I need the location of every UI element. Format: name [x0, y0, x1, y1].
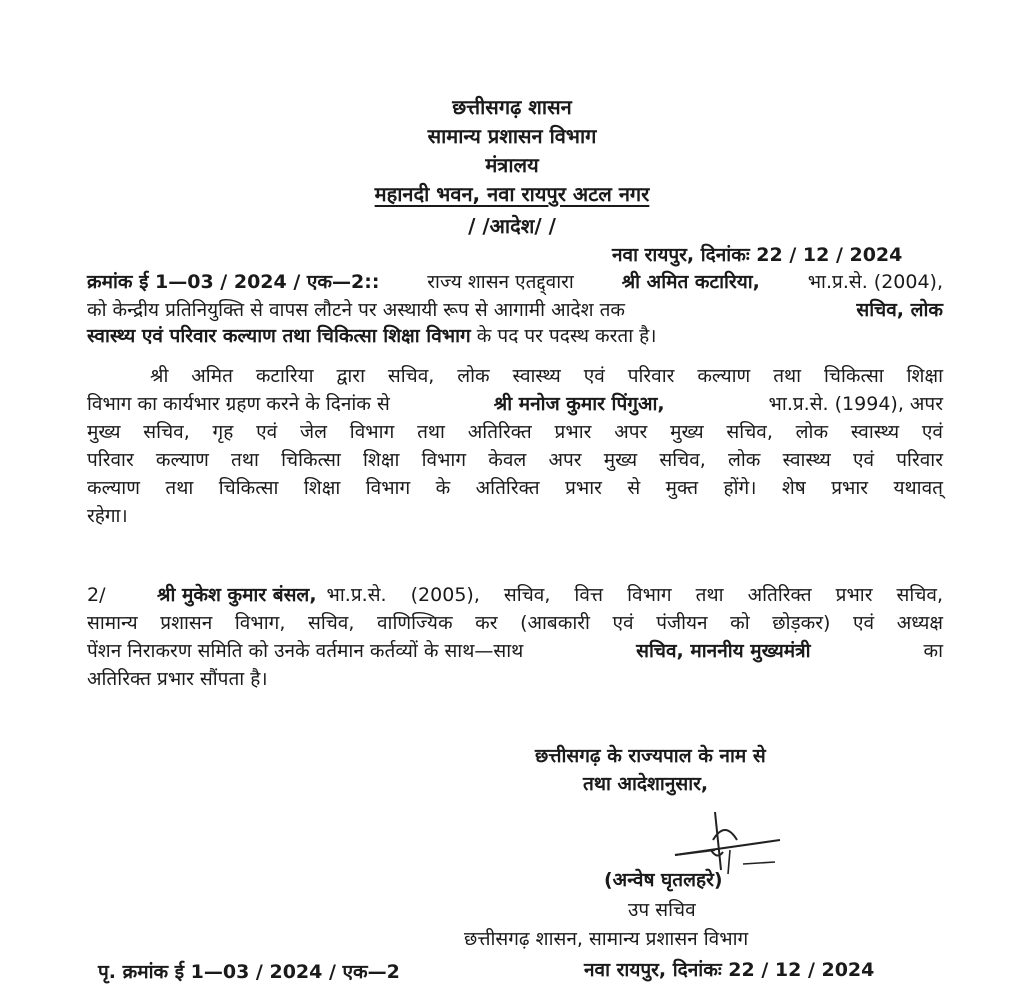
para3-number: 2/: [87, 584, 106, 606]
para2-line1: श्री अमित कटारिया द्वारा सचिव, लोक स्वास्थ्य एवं परिवार कल्याण तथा चिकित्सा शिक्षा: [150, 365, 943, 387]
para2-line2: [87, 392, 943, 416]
para2-line3: मुख्य सचिव, गृह एवं जेल विभाग तथा अतिरिक्त प्रभार अपर मुख्य सचिव, लोक स्वास्थ्य एवं: [87, 421, 943, 443]
para2-line5: कल्याण तथा चिकित्सा शिक्षा विभाग के अतिरिक्त प्रभार से मुक्त होंगे। शेष प्रभार यथावत्: [87, 477, 943, 499]
by-order-line: तथा आदेशानुसार,: [583, 773, 709, 795]
cut-off-next-line: [100, 1000, 160, 1008]
order-place-date: नवा रायपुर, दिनांकः 22 / 12 / 2024: [612, 244, 903, 266]
para3-line4: अतिरिक्त प्रभार सौंपता है।: [87, 668, 268, 690]
para1-post-b: स्वास्थ्य एवं परिवार कल्याण तथा चिकित्सा शिक्षा विभाग: [87, 325, 471, 347]
para2-line6: रहेगा।: [87, 505, 128, 527]
para1-line3-text: के पद पर पदस्थ करता है।: [476, 325, 657, 347]
order-reference-number: क्रमांक ई 1—03 / 2024 / एक—2::: [87, 271, 380, 293]
header-department: सामान्य प्रशासन विभाग: [427, 124, 597, 148]
para3-line2: सामान्य प्रशासन विभाग, सचिव, वाणिज्यिक कर (आबकारी एवं पंजीयन को छोड़कर) एवं अध्यक्ष: [87, 612, 943, 634]
signatory-name: (अन्वेष घृतलहरे): [604, 869, 723, 891]
para2-line2-text-b: भा.प्र.से. (1994), अपर: [768, 393, 943, 415]
officer-name-mukesh-bansal: श्री मुकेश कुमार बंसल,: [157, 584, 317, 606]
officer-name-manoj-pingua: श्री मनोज कुमार पिंगुआ,: [493, 393, 665, 415]
para1-line2: [87, 298, 943, 322]
para2-line2-text-a: विभाग का कार्यभार ग्रहण करने के दिनांक से: [87, 393, 390, 415]
para1-text-a: राज्य शासन एतद्द्वारा: [427, 271, 574, 293]
header-address: महानदी भवन, नवा रायपुर अटल नगर: [374, 182, 650, 206]
para3-line1-text: भा.प्र.से. (2005), सचिव, वित्त विभाग तथा अतिरिक्त प्रभार सचिव,: [326, 584, 943, 606]
para1-line1: [87, 270, 943, 294]
para3-line1: [87, 583, 943, 607]
signatory-office: छत्तीसगढ़ शासन, सामान्य प्रशासन विभाग: [464, 928, 749, 950]
para3-post: सचिव, माननीय मुख्यमंत्री: [636, 640, 811, 662]
para1-line3: [87, 324, 656, 348]
endorsement-reference-number: पृ. क्रमांक ई 1—03 / 2024 / एक—2: [98, 961, 400, 983]
para3-line3-text-a: पेंशन निराकरण समिति को उनके वर्तमान कर्तव्यों के साथ—साथ: [87, 640, 524, 662]
signature-place-date: नवा रायपुर, दिनांकः 22 / 12 / 2024: [584, 959, 875, 981]
para2-line4: परिवार कल्याण तथा चिकित्सा शिक्षा विभाग केवल अपर मुख्य सचिव, लोक स्वास्थ्य एवं परिवार: [87, 449, 943, 471]
para1-post-a: सचिव, लोक: [856, 299, 943, 321]
order-title: / /आदेश/ /: [468, 214, 556, 238]
para1-line2-text: को केन्द्रीय प्रतिनियुक्ति से वापस लौटने पर अस्थायी रूप से आगामी आदेश तक: [87, 299, 626, 321]
header-ministry: मंत्रालय: [485, 153, 539, 177]
governor-authority-line: छत्तीसगढ़ के राज्यपाल के नाम से: [535, 745, 766, 767]
header-state-government: छत्तीसगढ़ शासन: [452, 95, 572, 119]
para1-text-b: भा.प्र.से. (2004),: [807, 271, 943, 293]
officer-name-amit-kataria: श्री अमित कटारिया,: [621, 271, 760, 293]
para3-line3-text-c: का: [923, 640, 943, 662]
signatory-designation: उप सचिव: [628, 899, 696, 921]
para3-line3: [87, 639, 943, 663]
